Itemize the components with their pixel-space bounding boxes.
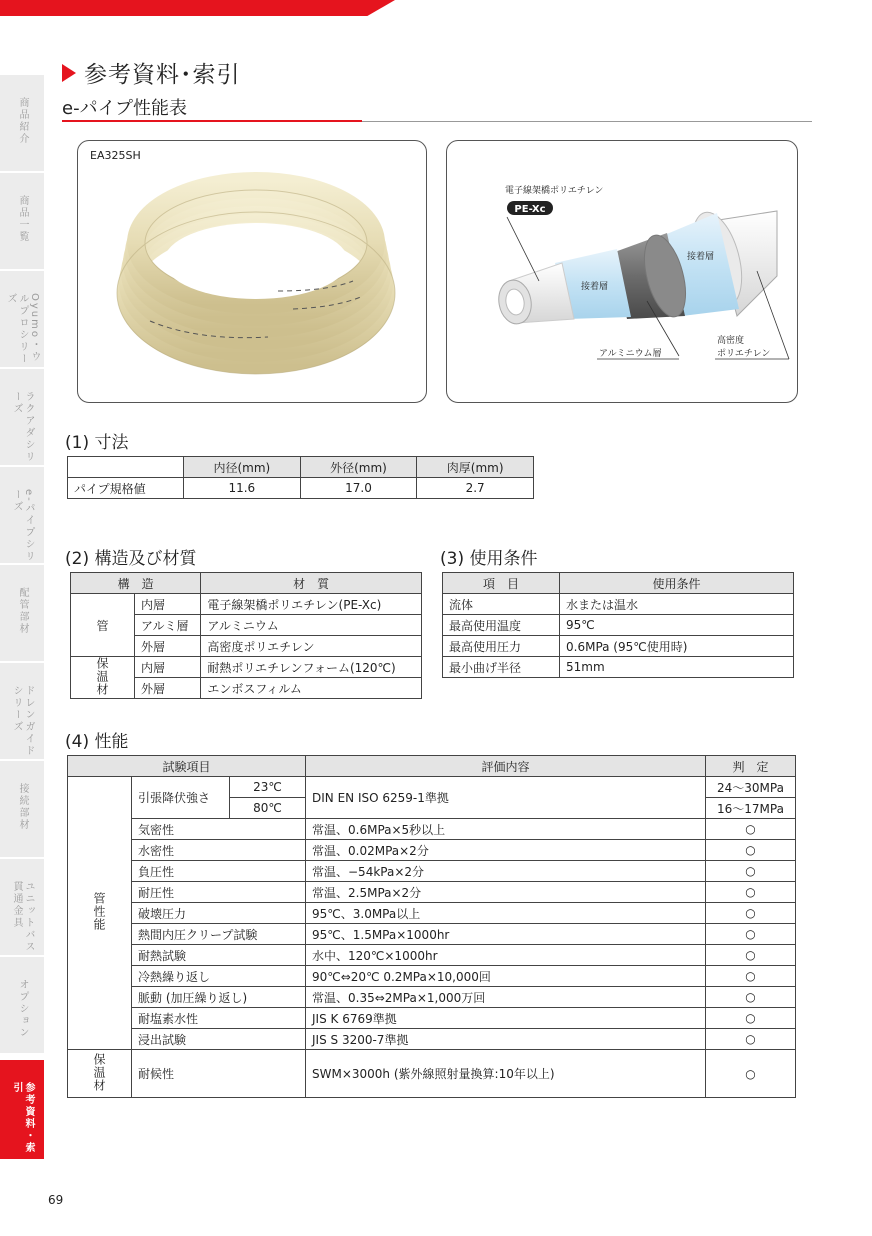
part-cell: 外層 [135,636,201,657]
label-pe-xc: 電子線架橋ポリエチレン [505,186,604,196]
side-tab-options[interactable] [0,957,44,1054]
item-cell: 最高使用圧力 [443,636,560,657]
group-label-insulation-performance: 保温材 [68,1050,132,1098]
judge-cell: ○ [706,1050,796,1098]
table-header-row [68,457,534,478]
judge-cell: ○ [706,840,796,861]
test-cell: 脈動 (加圧繰り返し) [132,987,306,1008]
structure-table [70,572,422,699]
side-tab-label: Oyumo・ウルプロシリーズ [5,293,40,365]
table-row [68,1050,796,1098]
eval-cell: 常温、0.6MPa×5秒以上 [306,819,706,840]
page-title-text: 参考資料･索引 [84,62,241,88]
header-cell: 肉厚(mm) [417,457,534,478]
side-tab-label: 商品一覧 [17,195,28,243]
item-cell: 流体 [443,594,560,615]
eval-cell: JIS K 6769準拠 [306,1008,706,1029]
label-hdpe-1: 高密度 [717,336,745,346]
header-cell: 使用条件 [560,573,794,594]
side-tab-label: e-パイプシリーズ [11,489,34,563]
pipe-structure-panel [446,140,798,403]
label-adhesive-inner: 接着層 [581,282,609,292]
condition-cell: 51mm [560,657,794,678]
condition-cell: 水または温水 [560,594,794,615]
test-cell: 冷熱繰り返し [132,966,306,987]
header-cell: 外径(mm) [300,457,417,478]
table-header-row [443,573,794,594]
eval-cell: SWM×3000h (紫外線照射量換算:10年以上) [306,1050,706,1098]
judge-cell: ○ [706,945,796,966]
pipe-coil-illustration [78,141,428,404]
test-cell: 熱間内圧クリープ試験 [132,924,306,945]
judge-cell: ○ [706,987,796,1008]
condition-cell: 95℃ [560,615,794,636]
section-heading-dimensions: (1) 寸法 [65,433,129,453]
value-cell: 17.0 [300,478,417,499]
side-tab-reference-index[interactable] [0,1060,44,1160]
table-row [443,636,794,657]
side-tab-unitbath[interactable] [0,859,44,956]
table-header-row [71,573,422,594]
table-row [68,777,796,798]
header-cell: 構 造 [71,573,201,594]
judge-cell: ○ [706,819,796,840]
side-tab-label: 商品紹介 [17,97,28,145]
label-adhesive-outer: 接着層 [687,252,715,262]
side-tab-label: 接続部材 [17,783,28,831]
side-tab-oyumo[interactable] [0,271,44,368]
table-row [443,594,794,615]
value-cell: 2.7 [417,478,534,499]
eval-cell: DIN EN ISO 6259-1準拠 [306,777,706,819]
judge-cell: ○ [706,966,796,987]
eval-cell: 常温、0.35⇔2MPa×1,000万回 [306,987,706,1008]
judge-cell: ○ [706,882,796,903]
side-tab-rakuada[interactable] [0,369,44,466]
header-cell-empty [68,457,184,478]
item-cell: 最高使用温度 [443,615,560,636]
material-cell: 電子線架橋ポリエチレン(PE-Xc) [201,594,422,615]
part-cell: 外層 [135,678,201,699]
header-cell: 判 定 [706,756,796,777]
test-cell: 耐塩素水性 [132,1008,306,1029]
model-number: EA325SH [90,149,141,162]
material-cell: エンボスフィルム [201,678,422,699]
eval-cell: 常温、−54kPa×2分 [306,861,706,882]
eval-cell: 常温、2.5MPa×2分 [306,882,706,903]
test-cell: 浸出試験 [132,1029,306,1050]
group-label-insulation: 保温材 [71,657,135,699]
table-row [68,819,796,840]
test-cell: 引張降伏強さ [132,777,230,819]
group-label-pipe-performance: 管性能 [68,777,132,1050]
table-row [71,594,422,615]
eval-cell: 水中、120℃×1000hr [306,945,706,966]
item-cell: 最小曲げ半径 [443,657,560,678]
judge-cell: ○ [706,924,796,945]
section-subtitle: e-パイプ性能表 [62,98,188,119]
part-cell: 内層 [135,657,201,678]
table-row [68,1029,796,1050]
side-tab-piping-parts[interactable] [0,565,44,662]
eval-cell: JIS S 3200-7準拠 [306,1029,706,1050]
judge-cell: 24〜30MPa [706,777,796,798]
product-photo-panel [77,140,427,403]
temp-cell: 80℃ [230,798,306,819]
material-cell: 高密度ポリエチレン [201,636,422,657]
table-row [443,657,794,678]
table-row [68,924,796,945]
material-cell: 耐熱ポリエチレンフォーム(120℃) [201,657,422,678]
table-row [68,478,534,499]
judge-cell: ○ [706,861,796,882]
temp-cell: 23℃ [230,777,306,798]
conditions-table [442,572,794,678]
judge-cell: ○ [706,1008,796,1029]
header-cell: 評価内容 [306,756,706,777]
table-row [68,1008,796,1029]
table-row [68,945,796,966]
eval-cell: 90℃⇔20℃ 0.2MPa×10,000回 [306,966,706,987]
header-cell: 材 質 [201,573,422,594]
page-number: 69 [48,1193,64,1207]
badge-pe-xc: PE-Xc [514,204,546,215]
table-row [68,966,796,987]
header-cell: 試験項目 [68,756,306,777]
judge-cell: ○ [706,1029,796,1050]
test-cell: 気密性 [132,819,306,840]
side-tab-products-intro[interactable] [0,75,44,172]
table-header-row [68,756,796,777]
judge-cell: ○ [706,903,796,924]
header-cell: 項 目 [443,573,560,594]
top-accent-bar [0,0,395,16]
table-row [443,615,794,636]
condition-cell: 0.6MPa (95℃使用時) [560,636,794,657]
test-cell: 破壊圧力 [132,903,306,924]
section-heading-structure: (2) 構造及び材質 [65,549,197,569]
test-cell: 耐熱試験 [132,945,306,966]
value-cell: 11.6 [184,478,301,499]
label-aluminum: アルミニウム層 [599,349,662,359]
eval-cell: 常温、0.02MPa×2分 [306,840,706,861]
eval-cell: 95℃、1.5MPa×1000hr [306,924,706,945]
test-cell: 水密性 [132,840,306,861]
side-tab-label: ラクアダシリーズ [11,391,34,463]
table-row [68,882,796,903]
part-cell: アルミ層 [135,615,201,636]
section-heading-conditions: (3) 使用条件 [440,549,538,569]
page-title [62,56,241,89]
side-tab-connectors[interactable] [0,761,44,858]
table-row [68,903,796,924]
side-tab-label: ユニットバス貫通金具 [11,881,34,953]
divider-accent [62,120,362,122]
table-row [71,657,422,678]
table-row [68,861,796,882]
section-heading-performance: (4) 性能 [65,732,129,752]
triangle-bullet-icon [62,64,76,82]
test-cell: 耐圧性 [132,882,306,903]
label-hdpe-2: ポリエチレン [717,349,771,359]
header-cell: 内径(mm) [184,457,301,478]
judge-cell: 16〜17MPa [706,798,796,819]
side-tab-label: 配管部材 [17,587,28,635]
pipe-cross-section-diagram [447,141,799,404]
side-tab-label: 参考資料・索引 [11,1082,34,1154]
table-row [68,840,796,861]
side-tab-drain-guide[interactable] [0,663,44,760]
eval-cell: 95℃、3.0MPa以上 [306,903,706,924]
group-label-pipe: 管 [71,594,135,657]
performance-table [67,755,796,1098]
side-tab-label: オプション [17,979,28,1039]
row-label: パイプ規格値 [68,478,184,499]
test-cell: 耐候性 [132,1050,306,1098]
side-tab-product-list[interactable] [0,173,44,270]
part-cell: 内層 [135,594,201,615]
side-tab-label: ドレンガイドシリーズ [11,685,34,757]
test-cell: 負圧性 [132,861,306,882]
table-row [68,987,796,1008]
side-tab-e-pipe[interactable] [0,467,44,564]
material-cell: アルミニウム [201,615,422,636]
dimensions-table [67,456,534,499]
